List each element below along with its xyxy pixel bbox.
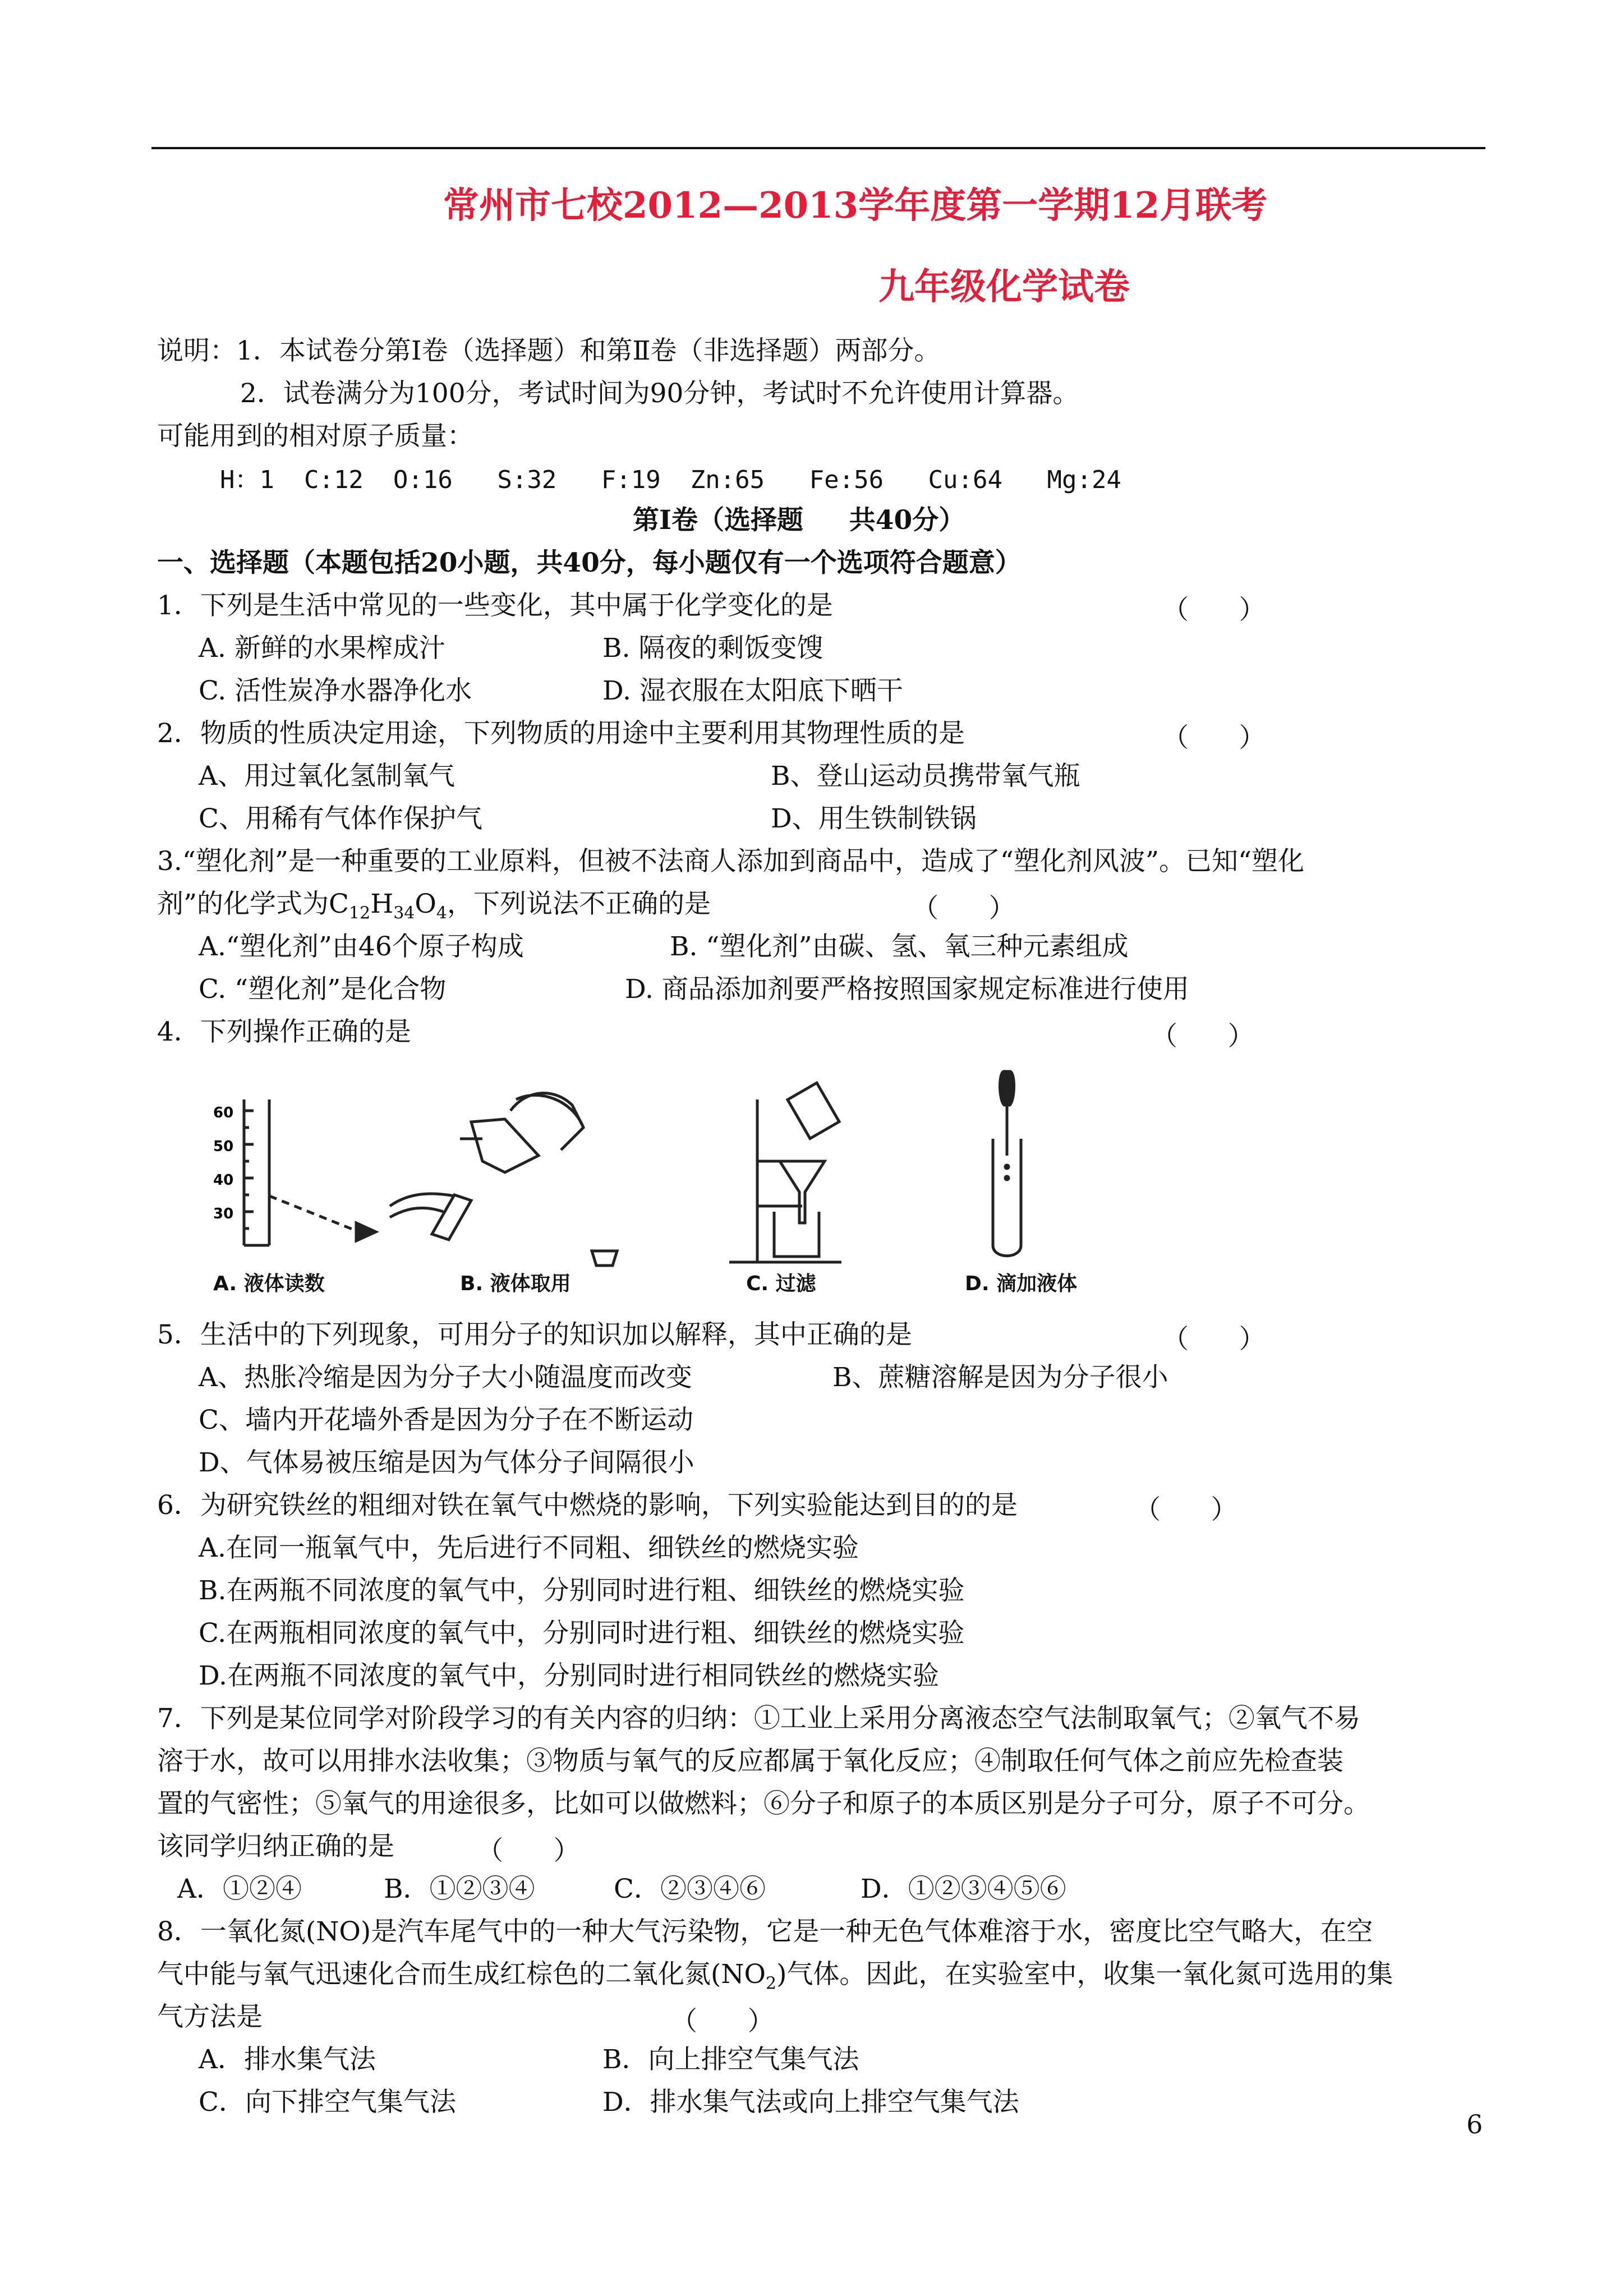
- graduated-cylinder-icon: [244, 1099, 376, 1245]
- q7-option-a: A．①②④: [177, 1874, 302, 1904]
- q3-answer-paren: （ ）: [912, 893, 1015, 924]
- q7-line-4: 该同学归纳正确的是: [157, 1831, 394, 1862]
- note-2: 2．试卷满分为100分，考试时间为90分钟，考试时不允许使用计算器。: [240, 378, 1079, 409]
- scale-label: 50: [213, 1138, 234, 1155]
- q6-option-d: D.在两瓶不同浓度的氧气中，分别同时进行相同铁丝的燃烧实验: [199, 1660, 939, 1691]
- exam-subtitle: 九年级化学试卷: [878, 266, 1130, 308]
- figure-label-b: B. 液体取用: [460, 1272, 571, 1295]
- q6-option-b: B.在两瓶不同浓度的氧气中，分别同时进行粗、细铁丝的燃烧实验: [199, 1575, 965, 1606]
- q6-option-c: C.在两瓶相同浓度的氧气中，分别同时进行粗、细铁丝的燃烧实验: [199, 1618, 965, 1649]
- q5-option-c: C、墙内开花墙外香是因为分子在不断运动: [199, 1405, 693, 1435]
- pouring-liquid-icon: [390, 1093, 617, 1266]
- q7-line-3: 置的气密性；⑤氧气的用途很多，比如可以做燃料；⑥分子和原子的本质区别是分子可分，原子不可分。: [157, 1788, 1370, 1819]
- figure-label-d: D. 滴加液体: [965, 1272, 1078, 1295]
- q3-option-a: A.“塑化剂”由46个原子构成: [199, 931, 524, 962]
- q5-option-a: A、热胀冷缩是因为分子大小随温度而改变: [199, 1362, 692, 1393]
- q2-option-d: D、用生铁制铁锅: [771, 803, 977, 834]
- q1-stem: 1．下列是生活中常见的一些变化，其中属于化学变化的是: [157, 590, 833, 621]
- section-heading: 第Ⅰ卷（选择题 共40分）: [633, 505, 965, 536]
- q4-figure: [191, 1066, 1122, 1301]
- scale-label: 60: [213, 1105, 234, 1121]
- filtration-icon: [729, 1083, 841, 1262]
- q5-option-b: B、蔗糖溶解是因为分子很小: [832, 1362, 1168, 1393]
- q1-option-d: D. 湿衣服在太阳底下晒干: [602, 675, 903, 706]
- q7-option-d: D．①②③④⑤⑥: [861, 1874, 1066, 1904]
- figure-label-a: A. 液体读数: [213, 1272, 325, 1295]
- q6-answer-paren: （ ）: [1134, 1494, 1237, 1525]
- q7-line-2: 溶于水，故可以用排水法收集；③物质与氧气的反应都属于氧化反应；④制取任何气体之前应先检查装: [157, 1746, 1344, 1777]
- q8-option-c: C．向下排空气集气法: [199, 2087, 456, 2118]
- q3-option-c: C. “塑化剂”是化合物: [199, 974, 447, 1005]
- q2-option-a: A、用过氧化氢制氧气: [199, 761, 455, 792]
- q5-stem: 5．生活中的下列现象，可用分子的知识加以解释，其中正确的是: [157, 1319, 912, 1350]
- q8-answer-paren: （ ）: [671, 2006, 774, 2037]
- q3-line-2: 剂”的化学式为$C_{12}H_{34}O_4$，下列说法不正确的是: [157, 889, 711, 923]
- page-number: 6: [1466, 2109, 1483, 2139]
- exam-title: 常州市七校2012—2013学年度第一学期12月联考: [443, 185, 1268, 227]
- scale-label: 30: [213, 1205, 234, 1222]
- q1-answer-paren: （ ）: [1162, 595, 1266, 625]
- q3-line-1: 3.“塑化剂”是一种重要的工业原料，但被不法商人添加到商品中，造成了“塑化剂风波”。已知“塑化: [157, 846, 1304, 877]
- q6-option-a: A.在同一瓶氧气中，先后进行不同粗、细铁丝的燃烧实验: [199, 1533, 859, 1563]
- q1-option-a: A. 新鲜的水果榨成汁: [199, 633, 445, 664]
- q5-option-d: D、气体易被压缩是因为气体分子间隔很小: [199, 1447, 694, 1478]
- q5-answer-paren: （ ）: [1162, 1324, 1266, 1355]
- atomic-mass-label: 可能用到的相对原子质量：: [157, 421, 473, 452]
- q1-option-b: B. 隔夜的剩饭变馊: [602, 633, 823, 664]
- q2-option-b: B、登山运动员携带氧气瓶: [771, 761, 1080, 792]
- q6-stem: 6．为研究铁丝的粗细对铁在氧气中燃烧的影响，下列实验能达到目的的是: [157, 1490, 1018, 1521]
- part-one-heading: 一、选择题（本题包括20小题，共40分，每小题仅有一个选项符合题意）: [157, 547, 1022, 578]
- scale-label: 40: [213, 1172, 234, 1189]
- q8-option-a: A．排水集气法: [199, 2044, 376, 2075]
- note-1: 说明：1．本试卷分第Ⅰ卷（选择题）和第Ⅱ卷（非选择题）两部分。: [157, 335, 941, 366]
- q8-line-2: 气中能与氧气迅速化合而生成红棕色的二氧化氮$(NO_2)$气体。因此，在实验室中，收集一氧化氮可选用的集: [157, 1959, 1393, 1994]
- q2-stem: 2．物质的性质决定用途，下列物质的用途中主要利用其物理性质的是: [157, 718, 965, 749]
- q3-option-b: B. “塑化剂”由碳、氢、氧三种元素组成: [670, 931, 1129, 962]
- q8-line-3: 气方法是: [157, 2001, 263, 2032]
- atomic-mass-list: H：1 C:12 O:16 S:32 F:19 Zn:65 Fe:56 Cu:64 Mg:24: [220, 466, 1121, 494]
- q8-option-d: D．排水集气法或向上排空气集气法: [602, 2087, 1019, 2118]
- q2-answer-paren: （ ）: [1162, 723, 1266, 753]
- q8-line-1: 8．一氧化氮(NO)是汽车尾气中的一种大气污染物，它是一种无色气体难溶于水，密度比空气略大，在空: [157, 1916, 1373, 1947]
- figure-label-c: C. 过滤: [746, 1272, 816, 1295]
- q2-option-c: C、用稀有气体作保护气: [199, 803, 482, 834]
- q8-option-b: B．向上排空气集气法: [602, 2044, 859, 2075]
- q1-option-c: C. 活性炭净水器净化水: [199, 675, 472, 706]
- q7-line-1: 7．下列是某位同学对阶段学习的有关内容的归纳：①工业上采用分离液态空气法制取氧气；②氧气不易: [157, 1703, 1360, 1734]
- top-rule: [151, 147, 1485, 149]
- q7-option-c: C．②③④⑥: [614, 1874, 766, 1904]
- q4-stem: 4．下列操作正确的是: [157, 1016, 411, 1047]
- q4-answer-paren: （ ）: [1151, 1021, 1254, 1052]
- q7-answer-paren: （ ）: [477, 1835, 580, 1866]
- dropper-icon: [993, 1071, 1021, 1256]
- q7-option-b: B．①②③④: [384, 1874, 535, 1904]
- lab-operations-illustration: [191, 1066, 1122, 1301]
- q3-option-d: D. 商品添加剂要严格按照国家规定标准进行使用: [625, 974, 1189, 1005]
